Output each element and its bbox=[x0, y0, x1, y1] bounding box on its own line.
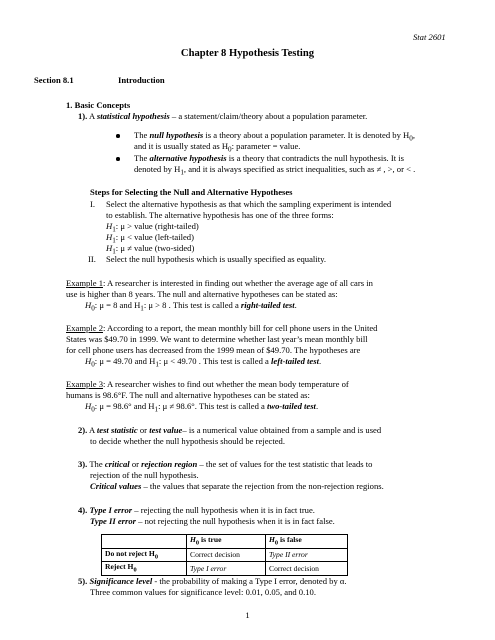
significance-level-line-2: Three common values for significance level: 0.01, 0.05, and 0.10. bbox=[90, 587, 316, 597]
example-2-line-3: for cell phone users has decreased from the 1999 mean of $49.70. The hypotheses are bbox=[66, 345, 361, 355]
page-number: 1 bbox=[245, 610, 250, 620]
type-2-error-line: Type II error – not rejecting the null hypothesis when it is in fact false. bbox=[90, 516, 335, 526]
item1: 1). A statistical hypothesis – a statement/claim/theory about a population parameter. bbox=[78, 111, 368, 121]
critical-region-line-1: 3). The critical or rejection region – the set of values for the test statistic that leads to bbox=[78, 459, 373, 469]
row-label-do-not-reject: Do not reject $H_0$ bbox=[102, 548, 187, 562]
example-3-hypotheses: $H_0$: μ = 98.6° and $H_1$: μ ≠ 98.6°. This test is called a two-tailed test. bbox=[85, 401, 319, 414]
step-2-line: Select the null hypothesis which is usually specified as equality. bbox=[106, 254, 326, 264]
section-title: Introduction bbox=[118, 75, 165, 85]
table-header-row bbox=[102, 535, 348, 549]
steps-heading: Steps for Selecting the Null and Alternative Hypotheses bbox=[90, 187, 293, 197]
step-1-number: I. bbox=[90, 199, 96, 209]
bullet-icon bbox=[116, 134, 120, 138]
bullet-icon bbox=[116, 157, 120, 161]
example-2-hypotheses: $H_0$: μ = 49.70 and $H_1$: μ < 49.70 . This test is called a left-tailed test. bbox=[85, 356, 322, 369]
test-statistic-line-2: to decide whether the null hypothesis should be rejected. bbox=[90, 436, 285, 446]
table-row bbox=[102, 562, 348, 576]
example-3-line-1: Example 3: A researcher wishes to find out whether the mean body temperature of bbox=[66, 379, 349, 389]
example-1-line-2: use is higher than 8 years. The null and alternative hypotheses can be stated as: bbox=[66, 289, 338, 299]
section-number: Section 8.1 bbox=[34, 75, 74, 85]
example-3-line-2: humans is 98.6°F. The null and alternative hypotheses can be stated as: bbox=[66, 390, 310, 400]
cell-type-1-error: Type I error bbox=[187, 562, 266, 576]
table-row bbox=[102, 548, 348, 562]
row-label-reject: Reject $H_0$ bbox=[102, 562, 187, 576]
test-statistic-line-1: 2). A test statistic or test value– is a numerical value obtained from a sample and is used bbox=[78, 425, 382, 435]
step-1-line-1: Select the alternative hypothesis as that which the sampling experiment is intended bbox=[106, 199, 392, 209]
critical-values-line: Critical values – the values that separate the rejection from the non-rejection regions. bbox=[90, 481, 384, 491]
null-hypothesis-line-1: The null hypothesis is a theory about a population parameter. It is denoted by $H_0$, bbox=[134, 130, 415, 143]
header-h0-false: $H_0$ is false bbox=[266, 535, 348, 549]
alt-hypothesis-line-2: denoted by $H_1$, and it is always specified as strict inequalities, such as ≠ , >, or < . bbox=[134, 164, 416, 177]
type-1-error-line: 4). Type I error – rejecting the null hypothesis when it is in fact true. bbox=[78, 505, 315, 515]
alt-hypothesis-line-1: The alternative hypothesis is a theory that contradicts the null hypothesis. It is bbox=[134, 153, 404, 163]
critical-region-line-2: rejection of the null hypothesis. bbox=[90, 470, 199, 480]
example-2-line-2: States was $49.70 in 1999. We want to determine whether last year’s mean monthly bill bbox=[66, 334, 368, 344]
example-2-line-1: Example 2: According to a report, the mean monthly bill for cell phone users in the United bbox=[66, 323, 378, 333]
null-hypothesis-line-2: and it is usually stated as $H_0$: parameter = value. bbox=[134, 141, 301, 154]
right-tailed-form: $H_1$: μ > value (right-tailed) bbox=[106, 221, 199, 234]
cell-correct-decision: Correct decision bbox=[187, 548, 266, 562]
example-1-line-1: Example 1: A researcher is interested in finding out whether the average age of all cars in bbox=[66, 278, 373, 288]
basic-concepts-heading: 1. Basic Concepts bbox=[66, 100, 131, 110]
cell-type-2-error: Type II error bbox=[266, 548, 348, 562]
error-table bbox=[101, 534, 348, 576]
step-1-line-2: to establish. The alternative hypothesis has one of the three forms: bbox=[106, 210, 334, 220]
table-corner-cell bbox=[102, 535, 187, 549]
left-tailed-form: $H_1$: μ < value (left-tailed) bbox=[106, 232, 194, 245]
significance-level-line-1: 5). Significance level - the probability of making a Type I error, denoted by α. bbox=[78, 576, 347, 586]
cell-correct-decision: Correct decision bbox=[266, 562, 348, 576]
chapter-title: Chapter 8 Hypothesis Testing bbox=[180, 48, 315, 59]
example-1-hypotheses: $H_0$: μ = 8 and $H_1$: μ > 8 . This test is called a right-tailed test. bbox=[85, 300, 297, 313]
two-sided-form: $H_1$: μ ≠ value (two-sided) bbox=[106, 243, 195, 256]
header-h0-true: $H_0$ is true bbox=[187, 535, 266, 549]
course-code: Stat 2601 bbox=[413, 32, 446, 42]
step-2-number: II. bbox=[88, 254, 96, 264]
